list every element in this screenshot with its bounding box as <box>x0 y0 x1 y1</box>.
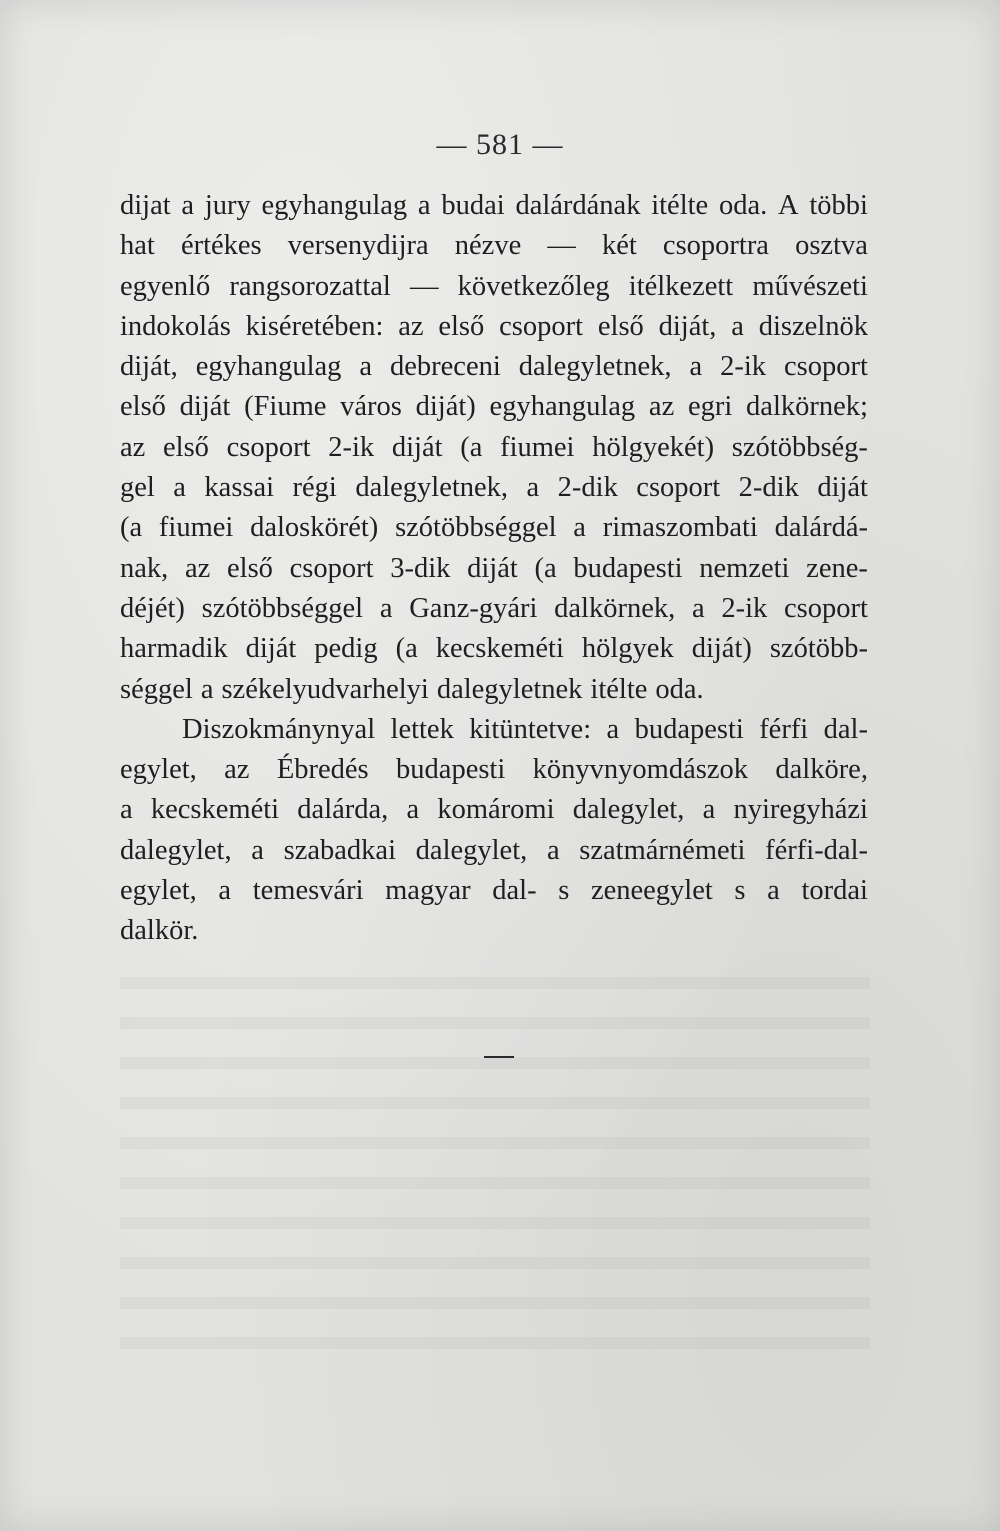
word: 3-dik <box>390 552 451 584</box>
word: csoportra <box>662 230 769 262</box>
word: az <box>398 310 424 342</box>
page-number: — 581 — <box>436 128 564 161</box>
word: A <box>778 190 799 221</box>
word: hat <box>120 230 155 262</box>
word: kitüntetve: <box>469 713 592 745</box>
word: a <box>200 673 214 705</box>
word: diját) <box>415 391 476 423</box>
word: diját <box>467 552 518 584</box>
word: kecskeméti <box>150 794 280 826</box>
text-line <box>120 710 868 750</box>
text-line <box>120 831 868 871</box>
word: Diszokmánynyal <box>182 713 376 745</box>
text-line <box>120 670 868 710</box>
word: rangsorozattal <box>229 270 391 302</box>
word: régi <box>292 472 337 504</box>
word: csoport <box>289 552 374 584</box>
word: diját <box>179 391 231 423</box>
word: rimaszombati <box>602 512 758 544</box>
text-line <box>120 267 868 307</box>
word: csoport <box>226 431 311 463</box>
word: a <box>689 351 703 383</box>
word: a <box>702 794 716 826</box>
word: lettek <box>390 713 454 745</box>
word: csoport <box>784 351 868 383</box>
word: a <box>573 512 586 544</box>
word: budapesti <box>573 552 683 584</box>
word: szótöbbség- <box>731 431 868 463</box>
word: budapesti <box>634 713 744 745</box>
word: csoport <box>499 310 584 342</box>
word: dalegylet, <box>572 794 685 826</box>
word: a <box>406 794 420 826</box>
word: férfi-dal- <box>765 834 868 866</box>
word: diszelnök <box>758 310 868 342</box>
word: dalegyletnek, <box>355 472 509 504</box>
text-line <box>120 387 868 427</box>
word: a <box>731 310 744 342</box>
word: egyhangulag <box>261 190 408 221</box>
word: itélkezett <box>628 270 734 302</box>
word: — <box>547 230 576 262</box>
word: 2-ik <box>720 351 767 383</box>
word: egylet, <box>120 875 197 907</box>
word: (Fiume <box>244 391 327 423</box>
word: diját, <box>120 351 178 383</box>
text-line <box>120 871 868 911</box>
word: egyhangulag <box>489 391 636 423</box>
word: déjét) <box>120 592 185 624</box>
word: nak, <box>120 552 169 584</box>
word: itélte <box>651 190 709 221</box>
word: oda. <box>655 673 704 705</box>
word: diját) <box>691 633 752 665</box>
word: többi <box>809 190 868 221</box>
text-line <box>120 186 868 226</box>
word: jury <box>204 190 251 221</box>
word: oda. <box>718 190 768 221</box>
word: a <box>417 190 431 221</box>
word: Ganz-gyári <box>409 592 538 624</box>
word: az <box>120 431 146 463</box>
text-line <box>120 589 868 629</box>
word: budai <box>441 190 505 221</box>
word: könyvnyomdászok <box>532 754 748 786</box>
word: hölgyekét) <box>592 431 715 463</box>
paragraph-2 <box>120 710 868 952</box>
word: 2-dik <box>557 472 618 504</box>
text-line <box>120 508 868 548</box>
word: 2-dik <box>738 472 799 504</box>
word: férfi <box>759 713 809 745</box>
body-text <box>120 186 868 952</box>
word: dijat <box>120 190 171 221</box>
word: szótöbbséggel <box>395 512 557 544</box>
word: budapesti <box>396 754 506 786</box>
word: egylet, <box>120 754 197 786</box>
word: hölgyek <box>581 633 674 665</box>
word: (a <box>395 633 418 665</box>
word: dalárdá- <box>774 512 868 544</box>
word: dal- <box>823 713 868 745</box>
word: tordai <box>801 875 868 907</box>
word: a <box>173 472 186 504</box>
word: dalegyletnek <box>436 673 583 705</box>
word: — <box>410 270 439 302</box>
word: komáromi <box>437 794 555 826</box>
word: a <box>691 592 705 624</box>
word: temesvári <box>252 875 364 907</box>
word: első <box>163 431 209 463</box>
word: osztva <box>795 230 868 262</box>
word: dalárda, <box>297 794 389 826</box>
word: székelyudvarhelyi <box>221 673 429 705</box>
word: következőleg <box>457 270 610 302</box>
text-line <box>120 629 868 669</box>
word: nemzeti <box>699 552 790 584</box>
text-line <box>120 468 868 508</box>
word: daloskörét) <box>250 512 379 544</box>
word: a <box>359 351 373 383</box>
word: nézve <box>454 230 522 262</box>
word: a <box>120 794 133 826</box>
word: szótöbbséggel <box>201 592 364 624</box>
word: csoport <box>784 592 868 624</box>
word: szabadkai <box>283 834 396 866</box>
word: versenydijra <box>287 230 429 262</box>
word: diját <box>245 633 297 665</box>
word: zene- <box>806 552 868 584</box>
word: a <box>218 875 232 907</box>
text-line <box>120 307 868 347</box>
word: a <box>379 592 393 624</box>
word: dalegyletnek, <box>518 351 672 383</box>
word: s <box>734 875 746 907</box>
word: kassai <box>204 472 275 504</box>
text-line <box>120 790 868 830</box>
word: az <box>224 754 250 786</box>
word: nyiregyházi <box>733 794 868 826</box>
paragraph-1 <box>120 186 868 710</box>
word: s <box>558 875 570 907</box>
text-line <box>120 428 868 468</box>
word: dalárdának <box>515 190 641 221</box>
word: a <box>546 834 560 866</box>
word: fiumei <box>500 431 575 463</box>
word: (a <box>120 512 143 544</box>
word: dalegylet, <box>415 834 528 866</box>
word: egri <box>687 391 733 423</box>
word: az <box>648 391 675 423</box>
word: séggel <box>120 673 193 705</box>
text-line <box>120 549 868 589</box>
word: két <box>601 230 637 262</box>
word: zeneegylet <box>590 875 713 907</box>
text-line <box>120 750 868 790</box>
section-separator <box>484 1056 514 1058</box>
word: az <box>184 552 211 584</box>
word: (a <box>534 552 557 584</box>
word: csoport <box>636 472 721 504</box>
word: a <box>767 875 780 907</box>
word: fiumei <box>158 512 234 544</box>
word: diját <box>817 472 868 504</box>
word: egyenlő <box>120 270 211 302</box>
word: értékes <box>180 230 262 262</box>
word: város <box>340 391 402 423</box>
word: szótöbb- <box>769 633 868 665</box>
word: dalegylet, <box>120 834 232 866</box>
word: a <box>606 713 620 745</box>
word: kiséretében: <box>245 310 384 342</box>
word: dalkörnek, <box>554 592 676 624</box>
text-line <box>120 911 868 951</box>
word: magyar <box>385 875 471 907</box>
word: művészeti <box>752 270 868 302</box>
word: itélte <box>590 673 648 705</box>
word: (a <box>460 431 483 463</box>
word: a <box>526 472 540 504</box>
word: első <box>597 310 644 342</box>
word: harmadik <box>120 633 228 665</box>
word: szatmárnémeti <box>579 834 746 866</box>
word: diját, <box>658 310 717 342</box>
word: dalkörnek; <box>746 391 868 423</box>
word: a <box>181 190 195 221</box>
word: diját <box>391 431 443 463</box>
bleed-through-texture <box>120 955 870 1375</box>
word: 2-ik <box>721 592 768 624</box>
text-line <box>120 226 868 266</box>
word: egyhangulag <box>195 351 342 383</box>
word: első <box>438 310 485 342</box>
word: kecskeméti <box>435 633 564 665</box>
text-line <box>120 347 868 387</box>
word: dalköre, <box>775 754 868 786</box>
word: gel <box>120 472 155 504</box>
word: a <box>251 834 264 866</box>
word: dal- <box>492 875 537 907</box>
word: első <box>227 552 273 584</box>
word: dalkör. <box>120 915 199 947</box>
word: pedig <box>314 633 378 665</box>
word: 2-ik <box>328 431 375 463</box>
word: debreceni <box>390 351 501 383</box>
word: indokolás <box>120 310 231 342</box>
word: első <box>120 391 166 423</box>
word: Ébredés <box>276 754 369 786</box>
